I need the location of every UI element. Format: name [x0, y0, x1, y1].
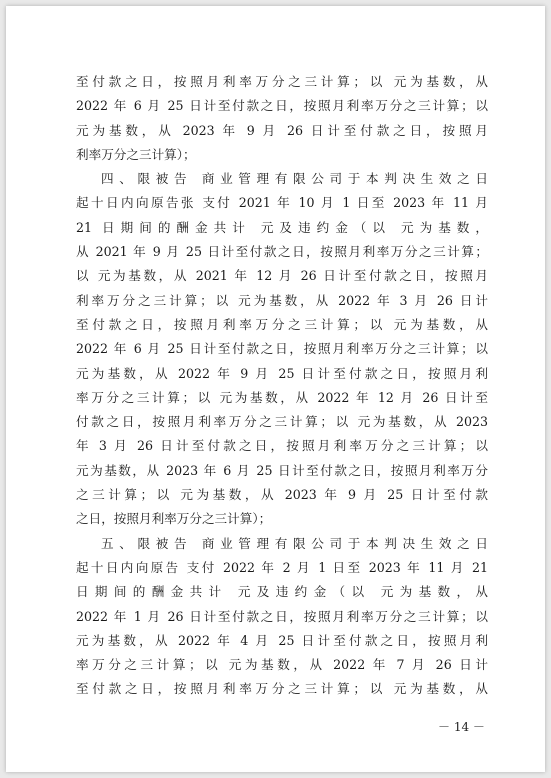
text-line: 元为基数，从 2023 年 9 月 26 日计至付款之日，按照月: [76, 122, 488, 138]
text-line: 2022 年 1 月 26 日计至付款之日，按照月利率万分之三计算；以: [76, 608, 488, 624]
text-line: 以 元为基数，从 2021 年 12 月 26 日计至付款之日，按照月: [76, 268, 488, 284]
text-line: 年 3 月 26 日计至付款之日，按照月利率万分之三计算；以: [76, 438, 488, 454]
text-line: 利率万分之三计算）；: [76, 146, 196, 162]
text-line: 率万分之三计算；以 元为基数，从 2022 年 12 月 26 日计至: [76, 389, 488, 405]
text-line: 至付款之日，按照月利率万分之三计算；以 元为基数，从: [76, 681, 488, 697]
text-line: 元为基数，从 2022 年 4 月 25 日计至付款之日，按照月利: [76, 632, 488, 648]
text-line: 至付款之日，按照月利率万分之三计算；以 元为基数，从: [76, 316, 488, 332]
text-line: 起十日内向原告张 支付 2021 年 10 月 1 日至 2023 年 11 月: [76, 195, 488, 211]
text-line: 2022 年 6 月 25 日计至付款之日，按照月利率万分之三计算；以: [76, 341, 488, 357]
text-line: 率万分之三计算；以 元为基数，从 2022 年 7 月 26 日计: [76, 657, 488, 673]
text-line: 四、限被告 商业管理有限公司于本判决生效之日: [101, 171, 488, 187]
page-number: － 14 －: [438, 720, 485, 734]
text-line: 元为基数，从 2022 年 9 月 25 日计至付款之日，按照月利: [76, 365, 488, 381]
text-line: 付款之日，按照月利率万分之三计算；以 元为基数，从 2023: [76, 414, 488, 430]
judgment-body-text: [76, 70, 488, 702]
text-line: 五、限被告 商业管理有限公司于本判决生效之日: [101, 535, 488, 551]
text-line: 从 2021 年 9 月 25 日计至付款之日，按照月利率万分之三计算；: [76, 244, 488, 260]
text-line: 2022 年 6 月 25 日计至付款之日，按照月利率万分之三计算；以: [76, 98, 488, 114]
text-line: 元为基数，从 2023 年 6 月 25 日计至付款之日，按照月利率万分: [76, 462, 488, 478]
text-line: 利率万分之三计算；以 元为基数，从 2022 年 3 月 26 日计: [76, 292, 488, 308]
text-line: 至付款之日，按照月利率万分之三计算；以 元为基数，从: [76, 74, 488, 89]
text-line: 起十日内向原告 支付 2022 年 2 月 1 日至 2023 年 11 月 21: [76, 559, 488, 575]
text-line: 之三计算；以 元为基数，从 2023 年 9 月 25 日计至付款: [76, 487, 488, 503]
text-line: 日期间的酬金共计 元及违约金（以 元为基数，从: [76, 584, 488, 600]
text-line: 21 日期间的酬金共计 元及违约金（以 元为基数，: [76, 219, 488, 235]
document-page: [6, 6, 545, 772]
text-line: 之日，按照月利率万分之三计算）；: [76, 511, 272, 527]
